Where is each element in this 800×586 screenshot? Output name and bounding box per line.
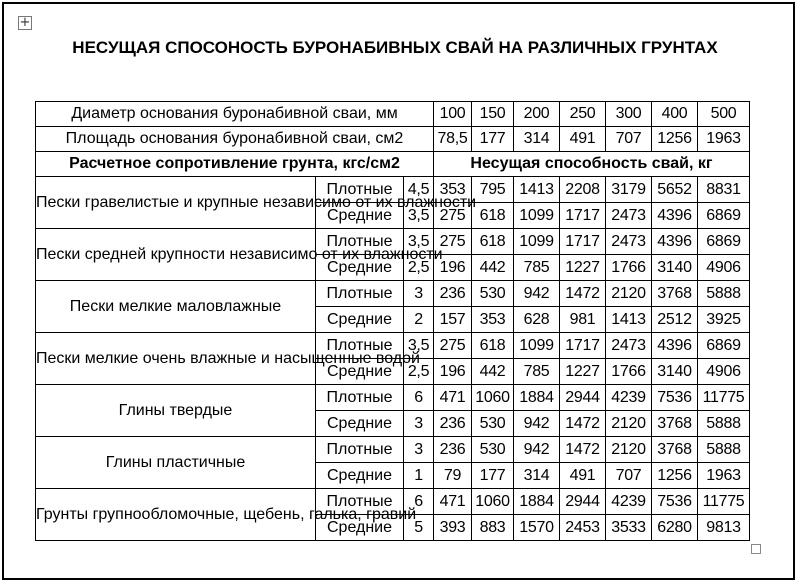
soil-row	[36, 333, 750, 359]
density-cell: Средние	[316, 463, 404, 489]
diameter-cell: 100	[434, 102, 472, 127]
capacity-cell: 6869	[698, 333, 750, 359]
capacity-cell: 1413	[514, 177, 560, 203]
capacity-cell: 1884	[514, 489, 560, 515]
capacity-cell: 4239	[606, 489, 652, 515]
capacity-cell: 353	[472, 307, 514, 333]
resistance-cell: 3,5	[404, 229, 434, 255]
capacity-cell: 177	[472, 463, 514, 489]
capacity-cell: 618	[472, 203, 514, 229]
capacity-cell: 353	[434, 177, 472, 203]
capacity-cell: 4396	[652, 203, 698, 229]
capacity-cell: 5888	[698, 411, 750, 437]
density-cell: Плотные	[316, 489, 404, 515]
resistance-cell: 3	[404, 411, 434, 437]
resistance-header: Расчетное сопротивление грунта, кгс/см2	[36, 152, 434, 177]
resistance-cell: 3	[404, 437, 434, 463]
capacity-cell: 530	[472, 281, 514, 307]
diameter-cell: 250	[560, 102, 606, 127]
diameter-cell: 500	[698, 102, 750, 127]
capacity-cell: 2473	[606, 229, 652, 255]
capacity-cell: 471	[434, 385, 472, 411]
resistance-cell: 3,5	[404, 203, 434, 229]
capacity-cell: 275	[434, 203, 472, 229]
diameter-cell: 400	[652, 102, 698, 127]
capacity-cell: 942	[514, 437, 560, 463]
capacity-cell: 4906	[698, 359, 750, 385]
capacity-cell: 2944	[560, 489, 606, 515]
bearing-capacity-table	[35, 101, 750, 541]
capacity-cell: 196	[434, 359, 472, 385]
density-cell: Средние	[316, 515, 404, 541]
area-cell: 78,5	[434, 127, 472, 152]
capacity-cell: 785	[514, 255, 560, 281]
capacity-cell: 2473	[606, 203, 652, 229]
capacity-cell: 442	[472, 255, 514, 281]
soil-type-cell: Пески средней крупности независимо от их влажности	[36, 229, 316, 281]
resistance-cell: 5	[404, 515, 434, 541]
capacity-cell: 3925	[698, 307, 750, 333]
capacity-cell: 1256	[652, 463, 698, 489]
capacity-cell: 2120	[606, 411, 652, 437]
diameter-cell: 200	[514, 102, 560, 127]
capacity-cell: 6869	[698, 229, 750, 255]
capacity-cell: 1099	[514, 203, 560, 229]
capacity-cell: 1472	[560, 281, 606, 307]
soil-row	[36, 229, 750, 255]
capacity-cell: 628	[514, 307, 560, 333]
capacity-cell: 981	[560, 307, 606, 333]
capacity-cell: 618	[472, 229, 514, 255]
capacity-cell: 2453	[560, 515, 606, 541]
resistance-cell: 1	[404, 463, 434, 489]
capacity-cell: 3768	[652, 281, 698, 307]
capacity-cell: 157	[434, 307, 472, 333]
capacity-cell: 1717	[560, 203, 606, 229]
capacity-cell: 236	[434, 437, 472, 463]
capacity-cell: 5652	[652, 177, 698, 203]
capacity-cell: 1884	[514, 385, 560, 411]
capacity-cell: 393	[434, 515, 472, 541]
capacity-cell: 11775	[698, 489, 750, 515]
capacity-cell: 2208	[560, 177, 606, 203]
capacity-cell: 795	[472, 177, 514, 203]
density-cell: Средние	[316, 307, 404, 333]
capacity-cell: 1472	[560, 411, 606, 437]
resistance-cell: 3,5	[404, 333, 434, 359]
capacity-cell: 3140	[652, 255, 698, 281]
capacity-cell: 275	[434, 229, 472, 255]
area-row	[36, 127, 750, 152]
capacity-cell: 9813	[698, 515, 750, 541]
soil-row	[36, 385, 750, 411]
capacity-cell: 942	[514, 411, 560, 437]
area-cell: 491	[560, 127, 606, 152]
capacity-cell: 1717	[560, 229, 606, 255]
capacity-cell: 4396	[652, 229, 698, 255]
capacity-cell: 1227	[560, 255, 606, 281]
capacity-cell: 2512	[652, 307, 698, 333]
capacity-cell: 442	[472, 359, 514, 385]
capacity-cell: 785	[514, 359, 560, 385]
diameter-label: Диаметр основания буронабивной сваи, мм	[36, 102, 434, 127]
capacity-cell: 1766	[606, 359, 652, 385]
soil-row	[36, 489, 750, 515]
soil-row	[36, 437, 750, 463]
diameter-cell: 300	[606, 102, 652, 127]
soil-type-cell: Грунты групнообломочные, щебень, галька, гравий	[36, 489, 316, 541]
capacity-cell: 2473	[606, 333, 652, 359]
capacity-cell: 1570	[514, 515, 560, 541]
capacity-cell: 5888	[698, 281, 750, 307]
capacity-cell: 6280	[652, 515, 698, 541]
capacity-cell: 5888	[698, 437, 750, 463]
soil-type-cell: Глины твердые	[36, 385, 316, 437]
capacity-cell: 530	[472, 411, 514, 437]
capacity-cell: 2120	[606, 281, 652, 307]
area-label: Площадь основания буронабивной сваи, см2	[36, 127, 434, 152]
section-header-row	[36, 152, 750, 177]
area-cell: 707	[606, 127, 652, 152]
capacity-cell: 4906	[698, 255, 750, 281]
resistance-cell: 4,5	[404, 177, 434, 203]
area-cell: 1963	[698, 127, 750, 152]
diameter-row	[36, 102, 750, 127]
capacity-cell: 618	[472, 333, 514, 359]
capacity-cell: 7536	[652, 489, 698, 515]
density-cell: Средние	[316, 255, 404, 281]
density-cell: Плотные	[316, 437, 404, 463]
capacity-cell: 530	[472, 437, 514, 463]
capacity-cell: 1717	[560, 333, 606, 359]
capacity-cell: 3179	[606, 177, 652, 203]
resistance-cell: 3	[404, 281, 434, 307]
resistance-cell: 2,5	[404, 255, 434, 281]
capacity-cell: 1472	[560, 437, 606, 463]
capacity-cell: 4396	[652, 333, 698, 359]
resistance-cell: 6	[404, 489, 434, 515]
capacity-cell: 883	[472, 515, 514, 541]
capacity-cell: 7536	[652, 385, 698, 411]
capacity-cell: 942	[514, 281, 560, 307]
capacity-cell: 3768	[652, 437, 698, 463]
soil-type-cell: Пески гравелистые и крупные независимо от их влажности	[36, 177, 316, 229]
area-cell: 177	[472, 127, 514, 152]
resistance-cell: 2	[404, 307, 434, 333]
capacity-header: Несущая способность свай, кг	[434, 152, 750, 177]
capacity-cell: 1099	[514, 333, 560, 359]
capacity-cell: 1227	[560, 359, 606, 385]
capacity-cell: 2944	[560, 385, 606, 411]
capacity-cell: 1963	[698, 463, 750, 489]
density-cell: Плотные	[316, 281, 404, 307]
capacity-cell: 314	[514, 463, 560, 489]
page-title: НЕСУЩАЯ СПОСОНОСТЬ БУРОНАБИВНЫХ СВАЙ НА РАЗЛИЧНЫХ ГРУНТАХ	[72, 38, 718, 57]
capacity-cell: 471	[434, 489, 472, 515]
move-cross-icon[interactable]: +	[19, 15, 31, 30]
capacity-cell: 1766	[606, 255, 652, 281]
capacity-cell: 275	[434, 333, 472, 359]
area-cell: 1256	[652, 127, 698, 152]
capacity-cell: 3533	[606, 515, 652, 541]
density-cell: Плотные	[316, 385, 404, 411]
capacity-cell: 6869	[698, 203, 750, 229]
soil-type-cell: Пески мелкие очень влажные и насыщенные водой	[36, 333, 316, 385]
soil-row	[36, 281, 750, 307]
capacity-cell: 79	[434, 463, 472, 489]
resistance-cell: 2,5	[404, 359, 434, 385]
capacity-cell: 1060	[472, 385, 514, 411]
soil-type-cell: Глины пластичные	[36, 437, 316, 489]
density-cell: Средние	[316, 359, 404, 385]
capacity-cell: 491	[560, 463, 606, 489]
density-cell: Плотные	[316, 177, 404, 203]
capacity-cell: 236	[434, 411, 472, 437]
capacity-cell: 1413	[606, 307, 652, 333]
capacity-cell: 707	[606, 463, 652, 489]
density-cell: Средние	[316, 411, 404, 437]
capacity-cell: 1060	[472, 489, 514, 515]
resize-handle[interactable]	[751, 544, 761, 554]
capacity-cell: 1099	[514, 229, 560, 255]
area-cell: 314	[514, 127, 560, 152]
density-cell: Средние	[316, 203, 404, 229]
resistance-cell: 6	[404, 385, 434, 411]
density-cell: Плотные	[316, 333, 404, 359]
soil-row	[36, 177, 750, 203]
soil-type-cell: Пески мелкие маловлажные	[36, 281, 316, 333]
capacity-cell: 196	[434, 255, 472, 281]
capacity-cell: 4239	[606, 385, 652, 411]
capacity-cell: 236	[434, 281, 472, 307]
capacity-cell: 2120	[606, 437, 652, 463]
diameter-cell: 150	[472, 102, 514, 127]
capacity-cell: 3768	[652, 411, 698, 437]
capacity-cell: 3140	[652, 359, 698, 385]
capacity-cell: 8831	[698, 177, 750, 203]
capacity-cell: 11775	[698, 385, 750, 411]
density-cell: Плотные	[316, 229, 404, 255]
